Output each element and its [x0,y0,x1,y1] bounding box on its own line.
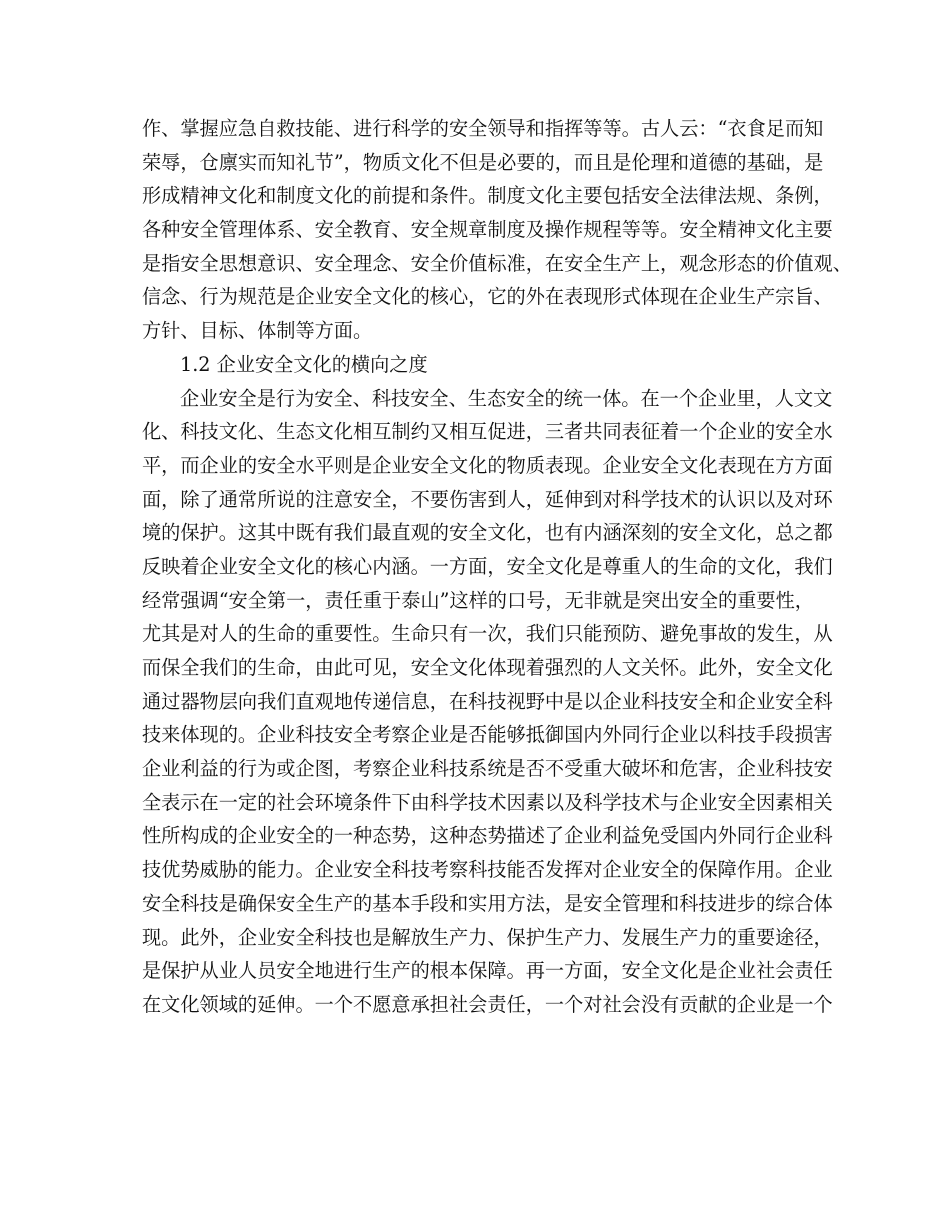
section-heading: 1.2 企业安全文化的横向之度 [180,352,428,376]
text-line: 而保全我们的生命，由此可见，安全文化体现着强烈的人文关怀。此外，安全文化 [142,656,833,679]
text-line: 信念、行为规范是企业安全文化的核心，它的外在表现形式体现在企业生产宗旨、 [142,285,833,309]
body-text [142,112,852,1022]
text-line: 面，除了通常所说的注意安全，不要伤害到人，延伸到对科学技术的认识以及对环 [142,487,833,511]
text-line: 性所构成的企业安全的一种态势，这种态势描述了企业利益免受国内外同行企业科 [142,824,833,848]
text-line: 企业安全是行为安全、科技安全、生态安全的统一体。在一个企业里，人文文 [180,386,833,410]
text-line: 境的保护。这其中既有我们最直观的安全文化，也有内涵深刻的安全文化，总之都 [142,521,833,545]
text-line: 尤其是对人的生命的重要性。生命只有一次，我们只能预防、避免事故的发生，从 [142,622,833,646]
text-line: 方针、目标、体制等方面。 [142,319,373,343]
text-line: 全表示在一定的社会环境条件下由科学技术因素以及科学技术与企业安全因素相关 [142,790,833,814]
text-line: 是保护从业人员安全地进行生产的根本保障。再一方面，安全文化是企业社会责任 [142,959,833,983]
text-line: 技来体现的。企业科技安全考察企业是否能够抵御国内外同行企业以科技手段损害 [142,723,833,747]
text-line: 形成精神文化和制度文化的前提和条件。制度文化主要包括安全法律法规、条例， [142,184,833,208]
text-line: 经常强调“安全第一，责任重于泰山”这样的口号，无非就是突出安全的重要性， [142,588,814,612]
text-line: 荣辱，仓廪实而知礼节”，物质文化不但是必要的，而且是伦理和道德的基础，是 [142,150,824,174]
text-line: 平，而企业的安全水平则是企业安全文化的物质表现。企业安全文化表现在方方面 [142,453,833,477]
text-line: 是指安全思想意识、安全理念、安全价值标准，在安全生产上，观念形态的价值观、 [142,251,852,275]
text-line: 现。此外，企业安全科技也是解放生产力、保护生产力、发展生产力的重要途径， [142,925,833,949]
text-line: 在文化领域的延伸。一个不愿意承担社会责任，一个对社会没有贡献的企业是一个 [142,992,833,1016]
text-line: 化、科技文化、生态文化相互制约又相互促进，三者共同表征着一个企业的安全水 [142,420,833,444]
text-line: 各种安全管理体系、安全教育、安全规章制度及操作规程等等。安全精神文化主要 [142,218,833,242]
text-line: 企业利益的行为或企图，考察企业科技系统是否不受重大破坏和危害，企业科技安 [142,757,833,781]
text-line: 通过器物层向我们直观地传递信息，在科技视野中是以企业科技安全和企业安全科 [142,689,833,713]
text-line: 技优势威胁的能力。企业安全科技考察科技能否发挥对企业安全的保障作用。企业 [142,858,833,882]
text-line: 反映着企业安全文化的核心内涵。一方面，安全文化是尊重人的生命的文化，我们 [142,554,833,578]
text-line: 作、掌握应急自救技能、进行科学的安全领导和指挥等等。古人云：“衣食足而知 [142,117,824,140]
text-line: 安全科技是确保安全生产的基本手段和实用方法，是安全管理和科技进步的综合体 [142,891,833,915]
